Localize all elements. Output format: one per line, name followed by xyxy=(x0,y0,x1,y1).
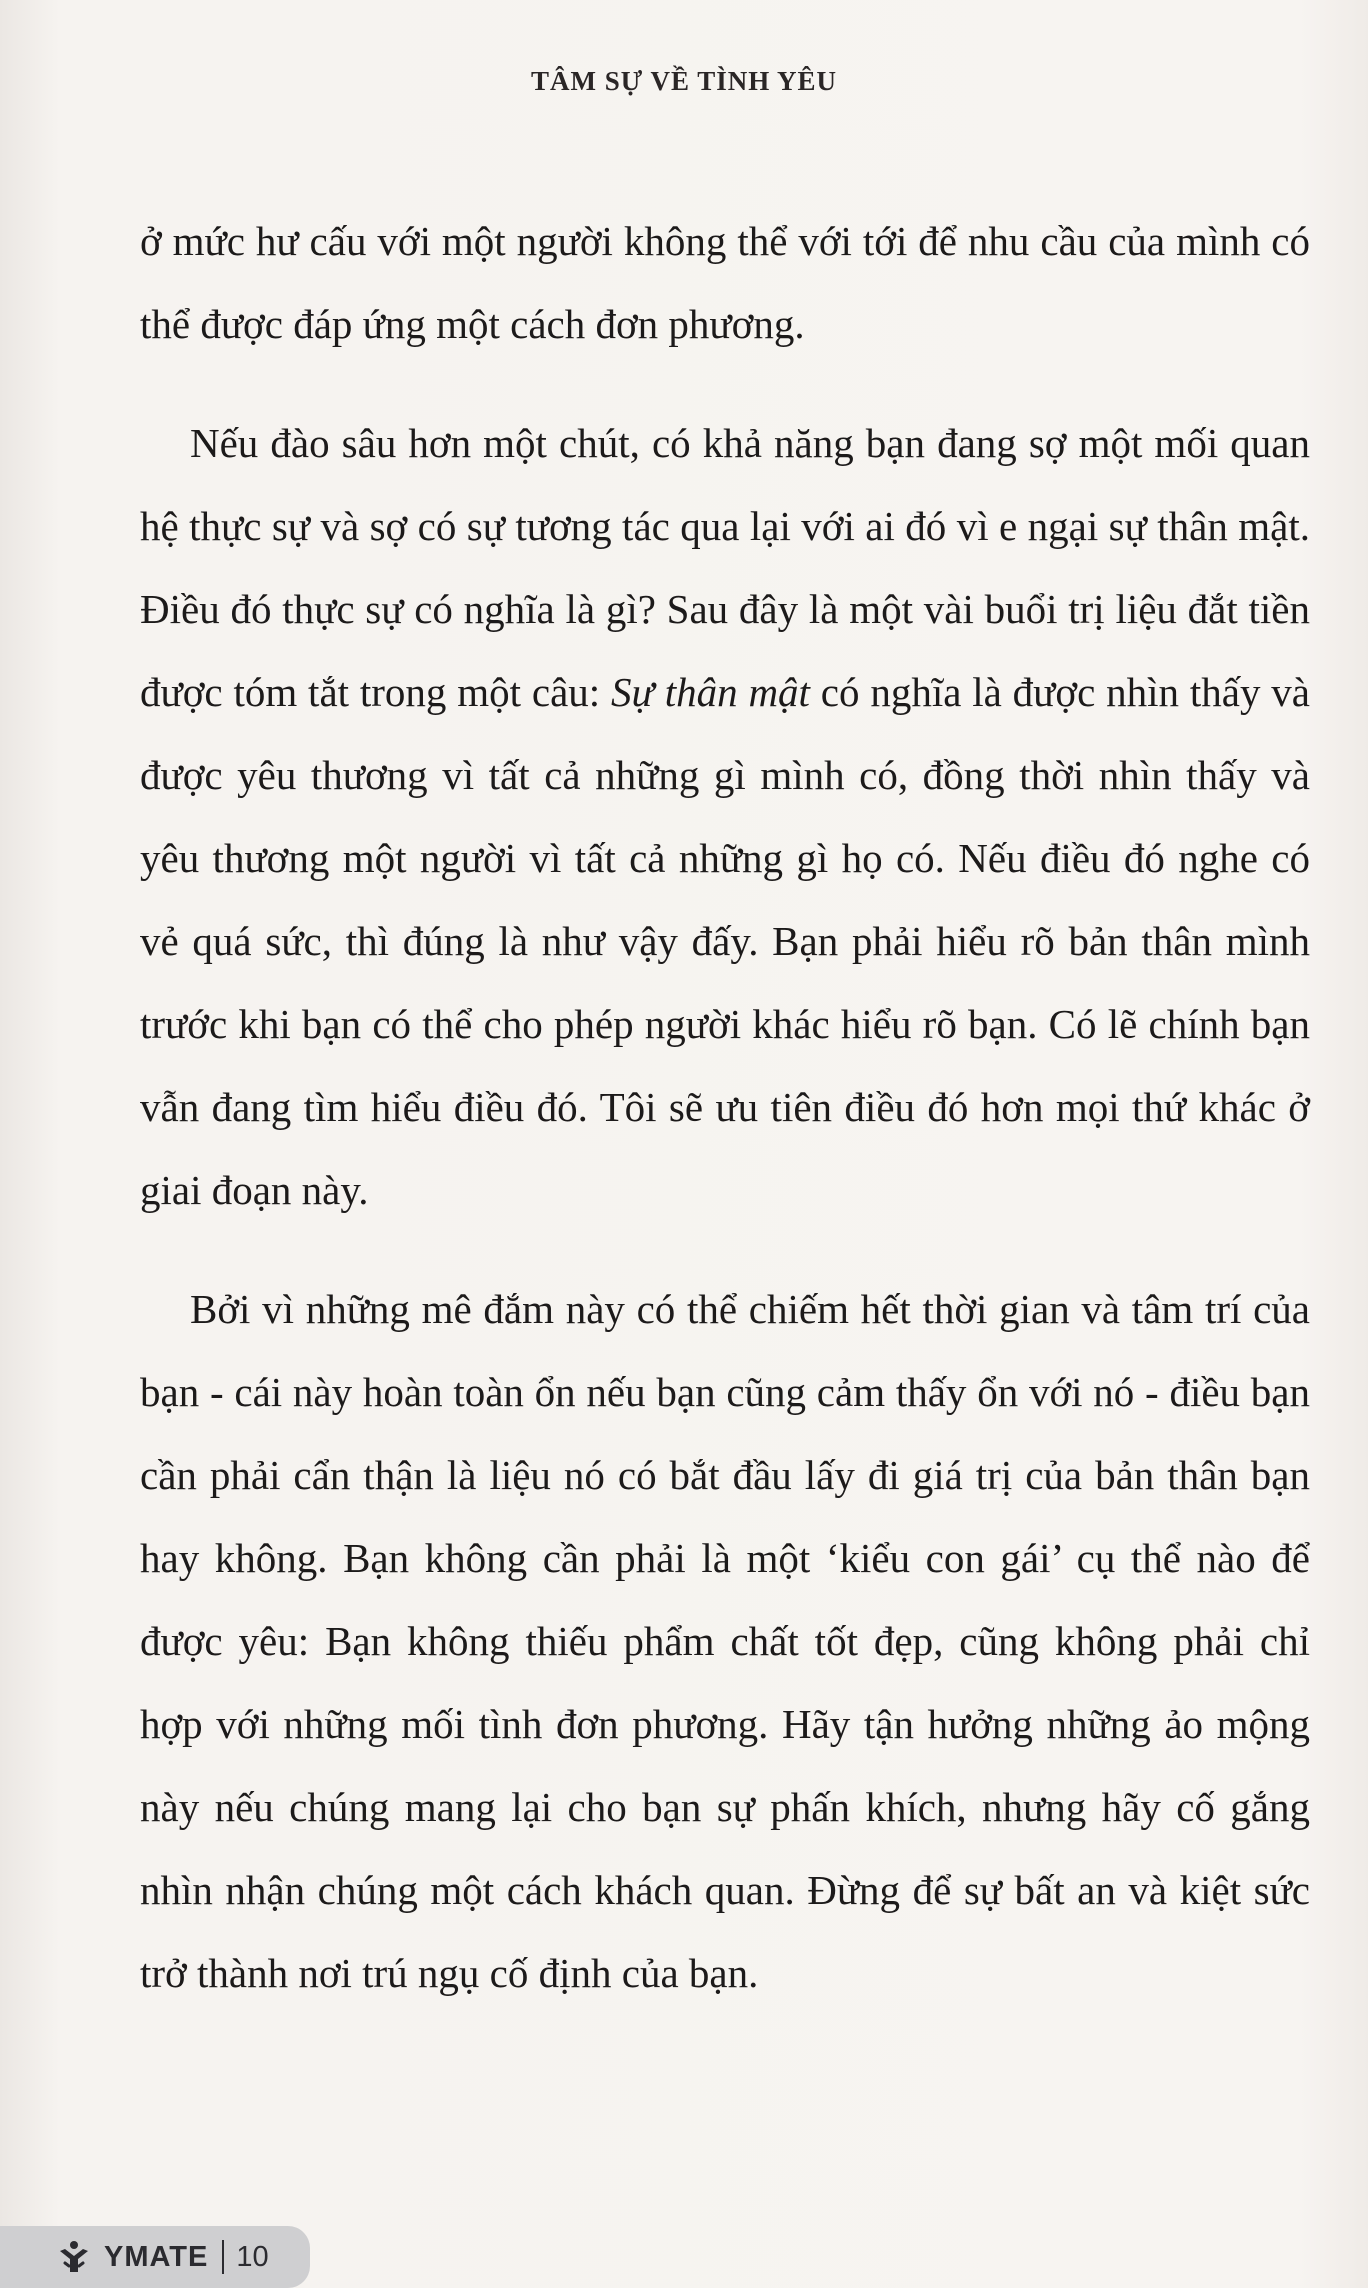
footer-tab xyxy=(0,2226,310,2288)
body-text xyxy=(140,200,1310,2051)
brand-name: YMATE xyxy=(104,2240,209,2273)
ymate-logo-icon xyxy=(56,2239,92,2275)
paragraph-2-text-end: có nghĩa là được nhìn thấy và được yêu thương vì tất cả những gì mình có, đồng thời nhìn thấy và yêu thương một người vì tất cả những gì họ có. Nếu điều đó nghe có vẻ quá sức, thì đúng là như vậy đấy. Bạn phải hiểu rõ bản thân mình trước khi bạn có thể cho phép người khác hiểu rõ bạn. Có lẽ chính bạn vẫn đang tìm hiểu điều đó. Tôi sẽ ưu tiên điều đó hơn mọi thứ khác ở giai đoạn này. xyxy=(140,669,1310,1213)
paragraph-2-italic-term: Sự thân mật xyxy=(611,669,810,715)
page-number: 10 xyxy=(236,2240,269,2273)
paragraph-1: ở mức hư cấu với một người không thể với tới để nhu cầu của mình có thể được đáp ứng một cách đơn phương. xyxy=(140,218,1310,347)
footer-divider xyxy=(222,2240,224,2274)
running-title: TÂM SỰ VỀ TÌNH YÊU xyxy=(530,66,838,96)
footer-content xyxy=(56,2234,269,2280)
paragraph-2-text-start: Nếu đào sâu hơn một chút, có khả năng bạn đang sợ một mối quan hệ thực sự và sợ có sự tương tác qua lại với ai đó vì e ngại sự thân mật. Điều đó thực sự có nghĩa là gì? Sau đây là một vài buổi trị liệu đắt tiền được tóm tắt trong một câu: xyxy=(140,420,1310,715)
paragraph-3: Bởi vì những mê đắm này có thể chiếm hết thời gian và tâm trí của bạn - cái này hoàn toàn ổn nếu bạn cũng cảm thấy ổn với nó - điều bạn cần phải cẩn thận là liệu nó có bắt đầu lấy đi giá trị của bản thân bạn hay không. Bạn không cần phải là một ‘kiểu con gái’ cụ thể nào để được yêu: Bạn không thiếu phẩm chất tốt đẹp, cũng không phải chỉ hợp với những mối tình đơn phương. Hãy tận hưởng những ảo mộng này nếu chúng mang lại cho bạn sự phấn khích, nhưng hãy cố gắng nhìn nhận chúng một cách khách quan. Đừng để sự bất an và kiệt sức trở thành nơi trú ngụ cố định của bạn. xyxy=(140,1286,1310,1996)
paragraph-2 xyxy=(140,402,1310,1232)
